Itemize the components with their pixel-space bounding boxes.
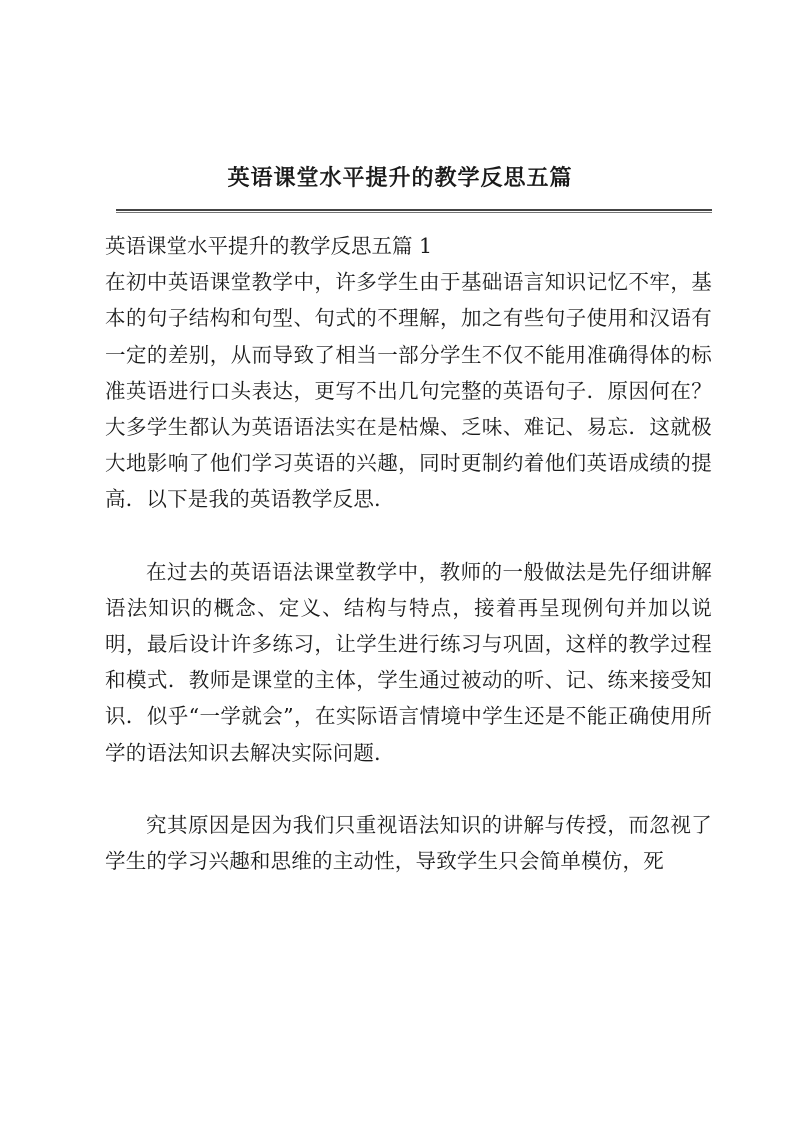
paragraph-3: 究其原因是因为我们只重视语法知识的讲解与传授，而忽视了学生的学习兴趣和思维的主动性，导致学生只会简单模仿，死	[105, 812, 712, 874]
document-title: 英语课堂水平提升的教学反思五篇	[227, 165, 573, 191]
paragraph-spacer	[105, 771, 712, 807]
section-heading: 英语课堂水平提升的教学反思五篇 1	[105, 234, 433, 258]
paragraph-1: 在初中英语课堂教学中，许多学生由于基础语言知识记忆不牢，基本的句子结构和句型、句式的不理解，加之有些句子使用和汉语有一定的差别，从而导致了相当一部分学生不仅不能用准确得体的标准英语进行口头表达，更写不出几句完整的英语句子．原因何在？大多学生都认为英语语法实在是枯燥、乏味、难记、易忘．这就极大地影响了他们学习英语的兴趣，同时更制约着他们英语成绩的提高．以下是我的英语教学反思．	[105, 270, 712, 512]
paragraph-2: 在过去的英语语法课堂教学中，教师的一般做法是先仔细讲解语法知识的概念、定义、结构与特点，接着再呈现例句并加以说明，最后设计许多练习，让学生进行练习与巩固，这样的教学过程和模式．教师是课堂的主体，学生通过被动的听、记、练来接受知识．似乎“一学就会”，在实际语言情境中学生还是不能正确使用所学的语法知识去解决实际问题．	[105, 559, 712, 765]
document-body	[105, 228, 712, 879]
title-divider	[116, 209, 712, 213]
paragraph-spacer	[105, 518, 712, 554]
